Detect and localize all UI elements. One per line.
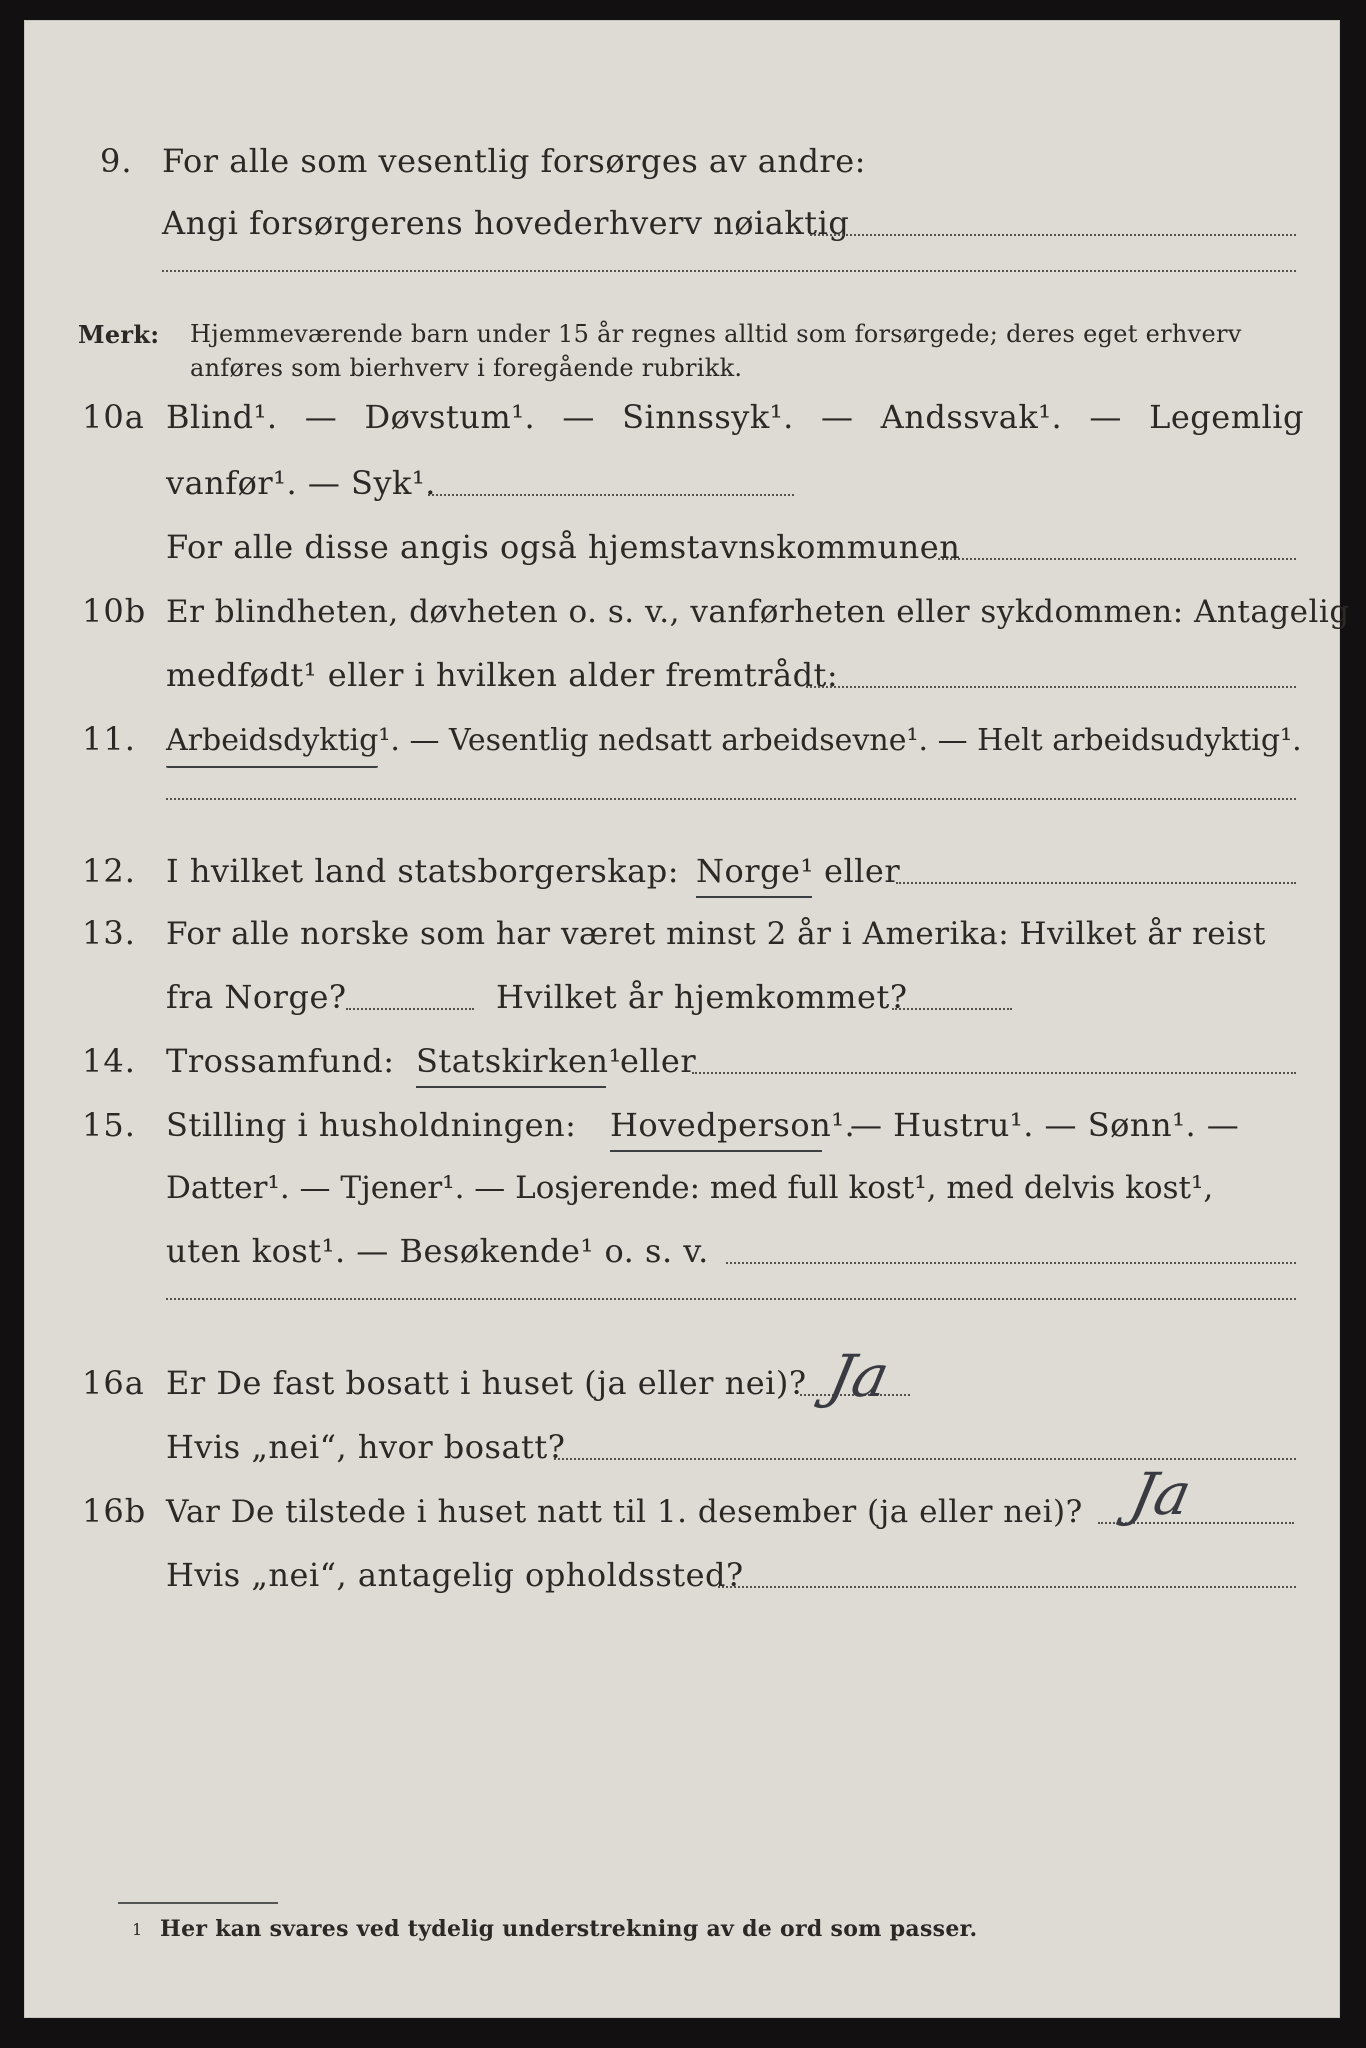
q15-number: 15. [82, 1106, 136, 1144]
q10a-options [166, 398, 1304, 436]
q15-text2: Datter¹. — Tjener¹. — Losjerende: med full kost¹, med delvis kost¹, [166, 1170, 1214, 1206]
q14-number: 14. [82, 1042, 136, 1080]
q16b-text2: Hvis „nei“, antagelig opholdssted? [166, 1556, 744, 1594]
q16a-number: 16a [82, 1364, 145, 1402]
q15-answer-line2[interactable] [166, 1298, 1296, 1300]
q14-text-a: Trossamfund: [166, 1042, 395, 1080]
q15-line1 [24, 1098, 1340, 1152]
q13-hjemkommet-line[interactable] [892, 1008, 1012, 1010]
q11-text: Arbeidsdyktig¹. — Vesentlig nedsatt arbeidsevne¹. — Helt arbeidsudyktig¹. [166, 723, 1302, 758]
q16b-opholdssted-line[interactable] [718, 1586, 1296, 1588]
q10a-line2 [24, 456, 1340, 510]
q9-text: For alle som vesentlig forsørges av andre: [162, 142, 866, 180]
q12-number: 12. [82, 852, 136, 890]
q9-answer-line[interactable] [810, 234, 1296, 236]
q9-line2 [24, 196, 1340, 250]
option-blind[interactable]: Blind¹. [166, 398, 278, 436]
q9-line1 [24, 134, 1340, 188]
q10b-text2: medfødt¹ eller i hvilken alder fremtrådt: [166, 656, 839, 694]
q13-text2b: Hvilket år hjemkommet? [496, 978, 908, 1016]
q13-line2 [24, 970, 1340, 1024]
q10b-line2 [24, 648, 1340, 702]
q15-hovedperson[interactable]: Hovedperson¹. [610, 1106, 856, 1144]
q13-text1: For alle norske som har været minst 2 år i Amerika: Hvilket år reist [166, 916, 1266, 952]
q14-line1 [24, 1034, 1340, 1088]
q10a-answer-line[interactable] [428, 494, 794, 496]
option-sinnssyk[interactable]: Sinnssyk¹. [622, 398, 794, 436]
q15-underline-hovedperson [610, 1150, 822, 1152]
q15-line3 [24, 1224, 1340, 1278]
footnote-text: Her kan svares ved tydelig understrekning av de ord som passer. [160, 1916, 978, 1942]
q10a-line1 [24, 390, 1340, 444]
q9-number: 9. [100, 142, 133, 180]
q14-underline-statskirken [416, 1086, 606, 1088]
q12-text-a: I hvilket land statsborgerskap: [166, 852, 679, 890]
q16a-text1: Er De fast bosatt i huset (ja eller nei)? [166, 1364, 807, 1402]
q15-text-a: Stilling i husholdningen: [166, 1106, 577, 1144]
dash: — [304, 398, 338, 436]
q13-line1 [24, 906, 1340, 960]
q13-text2a: fra Norge? [166, 978, 347, 1016]
dash: — [820, 398, 854, 436]
q10a-text3: For alle disse angis også hjemstavnskommunen [166, 528, 961, 566]
q14-statskirken[interactable]: Statskirken¹ [416, 1042, 622, 1080]
q13-number: 13. [82, 914, 136, 952]
q10b-number: 10b [82, 592, 147, 630]
footnote-rule [118, 1902, 278, 1904]
q10b-answer-line[interactable] [806, 686, 1296, 688]
q13-reist-line[interactable] [346, 1008, 474, 1010]
q11-number: 11. [82, 720, 136, 758]
q11-underline-arbeidsdyktig [166, 766, 378, 768]
merk-line1: Hjemmeværende barn under 15 år regnes alltid som forsørgede; deres eget erhverv [190, 320, 1242, 348]
q12-eller: eller [824, 852, 901, 890]
q12-answer-line[interactable] [896, 882, 1296, 884]
q12-underline-norge [696, 896, 812, 898]
q15-answer-line[interactable] [726, 1262, 1296, 1264]
q14-eller: eller [620, 1042, 697, 1080]
q10a-kommune-line[interactable] [938, 558, 1296, 560]
merk-label: Merk: [78, 320, 160, 349]
q16a-answer[interactable]: Ja [822, 1342, 896, 1410]
q11-line1 [24, 712, 1340, 766]
q9-text2: Angi forsørgerens hovederhverv nøiaktig [162, 204, 850, 242]
option-legemlig[interactable]: Legemlig [1149, 398, 1304, 436]
option-andssvak[interactable]: Andssvak¹. [880, 398, 1063, 436]
q10a-line3 [24, 520, 1340, 574]
option-dovstum[interactable]: Døvstum¹. [364, 398, 536, 436]
q9-answer-line2[interactable] [162, 270, 1296, 272]
q12-norge[interactable]: Norge¹ [696, 852, 814, 890]
q15-text-c: — Hustru¹. — Sønn¹. — [850, 1106, 1240, 1144]
q11-answer-line[interactable] [166, 798, 1296, 800]
q16a-text2: Hvis „nei“, hvor bosatt? [166, 1428, 566, 1466]
q16b-number: 16b [82, 1492, 147, 1530]
q10a-text2: vanfør¹. — Syk¹. [166, 464, 436, 502]
q10a-number: 10a [82, 398, 145, 436]
q10b-text1: Er blindheten, døvheten o. s. v., vanførheten eller sykdommen: Antagelig [166, 594, 1350, 630]
dash: — [1089, 398, 1122, 436]
q12-line1 [24, 844, 1340, 898]
q14-answer-line[interactable] [692, 1072, 1296, 1074]
q10b-line1 [24, 584, 1350, 638]
q16a-line1 [24, 1356, 1340, 1410]
merk-line2: anføres som bierhverv i foregående rubrikk. [190, 354, 743, 382]
q15-text3: uten kost¹. — Besøkende¹ o. s. v. [166, 1232, 709, 1270]
dash: — [562, 398, 595, 436]
q16b-line2 [24, 1548, 1340, 1602]
footnote-marker: 1 [132, 1920, 143, 1939]
q16b-answer[interactable]: Ja [1124, 1460, 1198, 1528]
census-form-page [24, 20, 1350, 2018]
q16b-text1: Var De tilstede i huset natt til 1. desember (ja eller nei)? [166, 1494, 1083, 1530]
q15-line2 [24, 1160, 1340, 1214]
